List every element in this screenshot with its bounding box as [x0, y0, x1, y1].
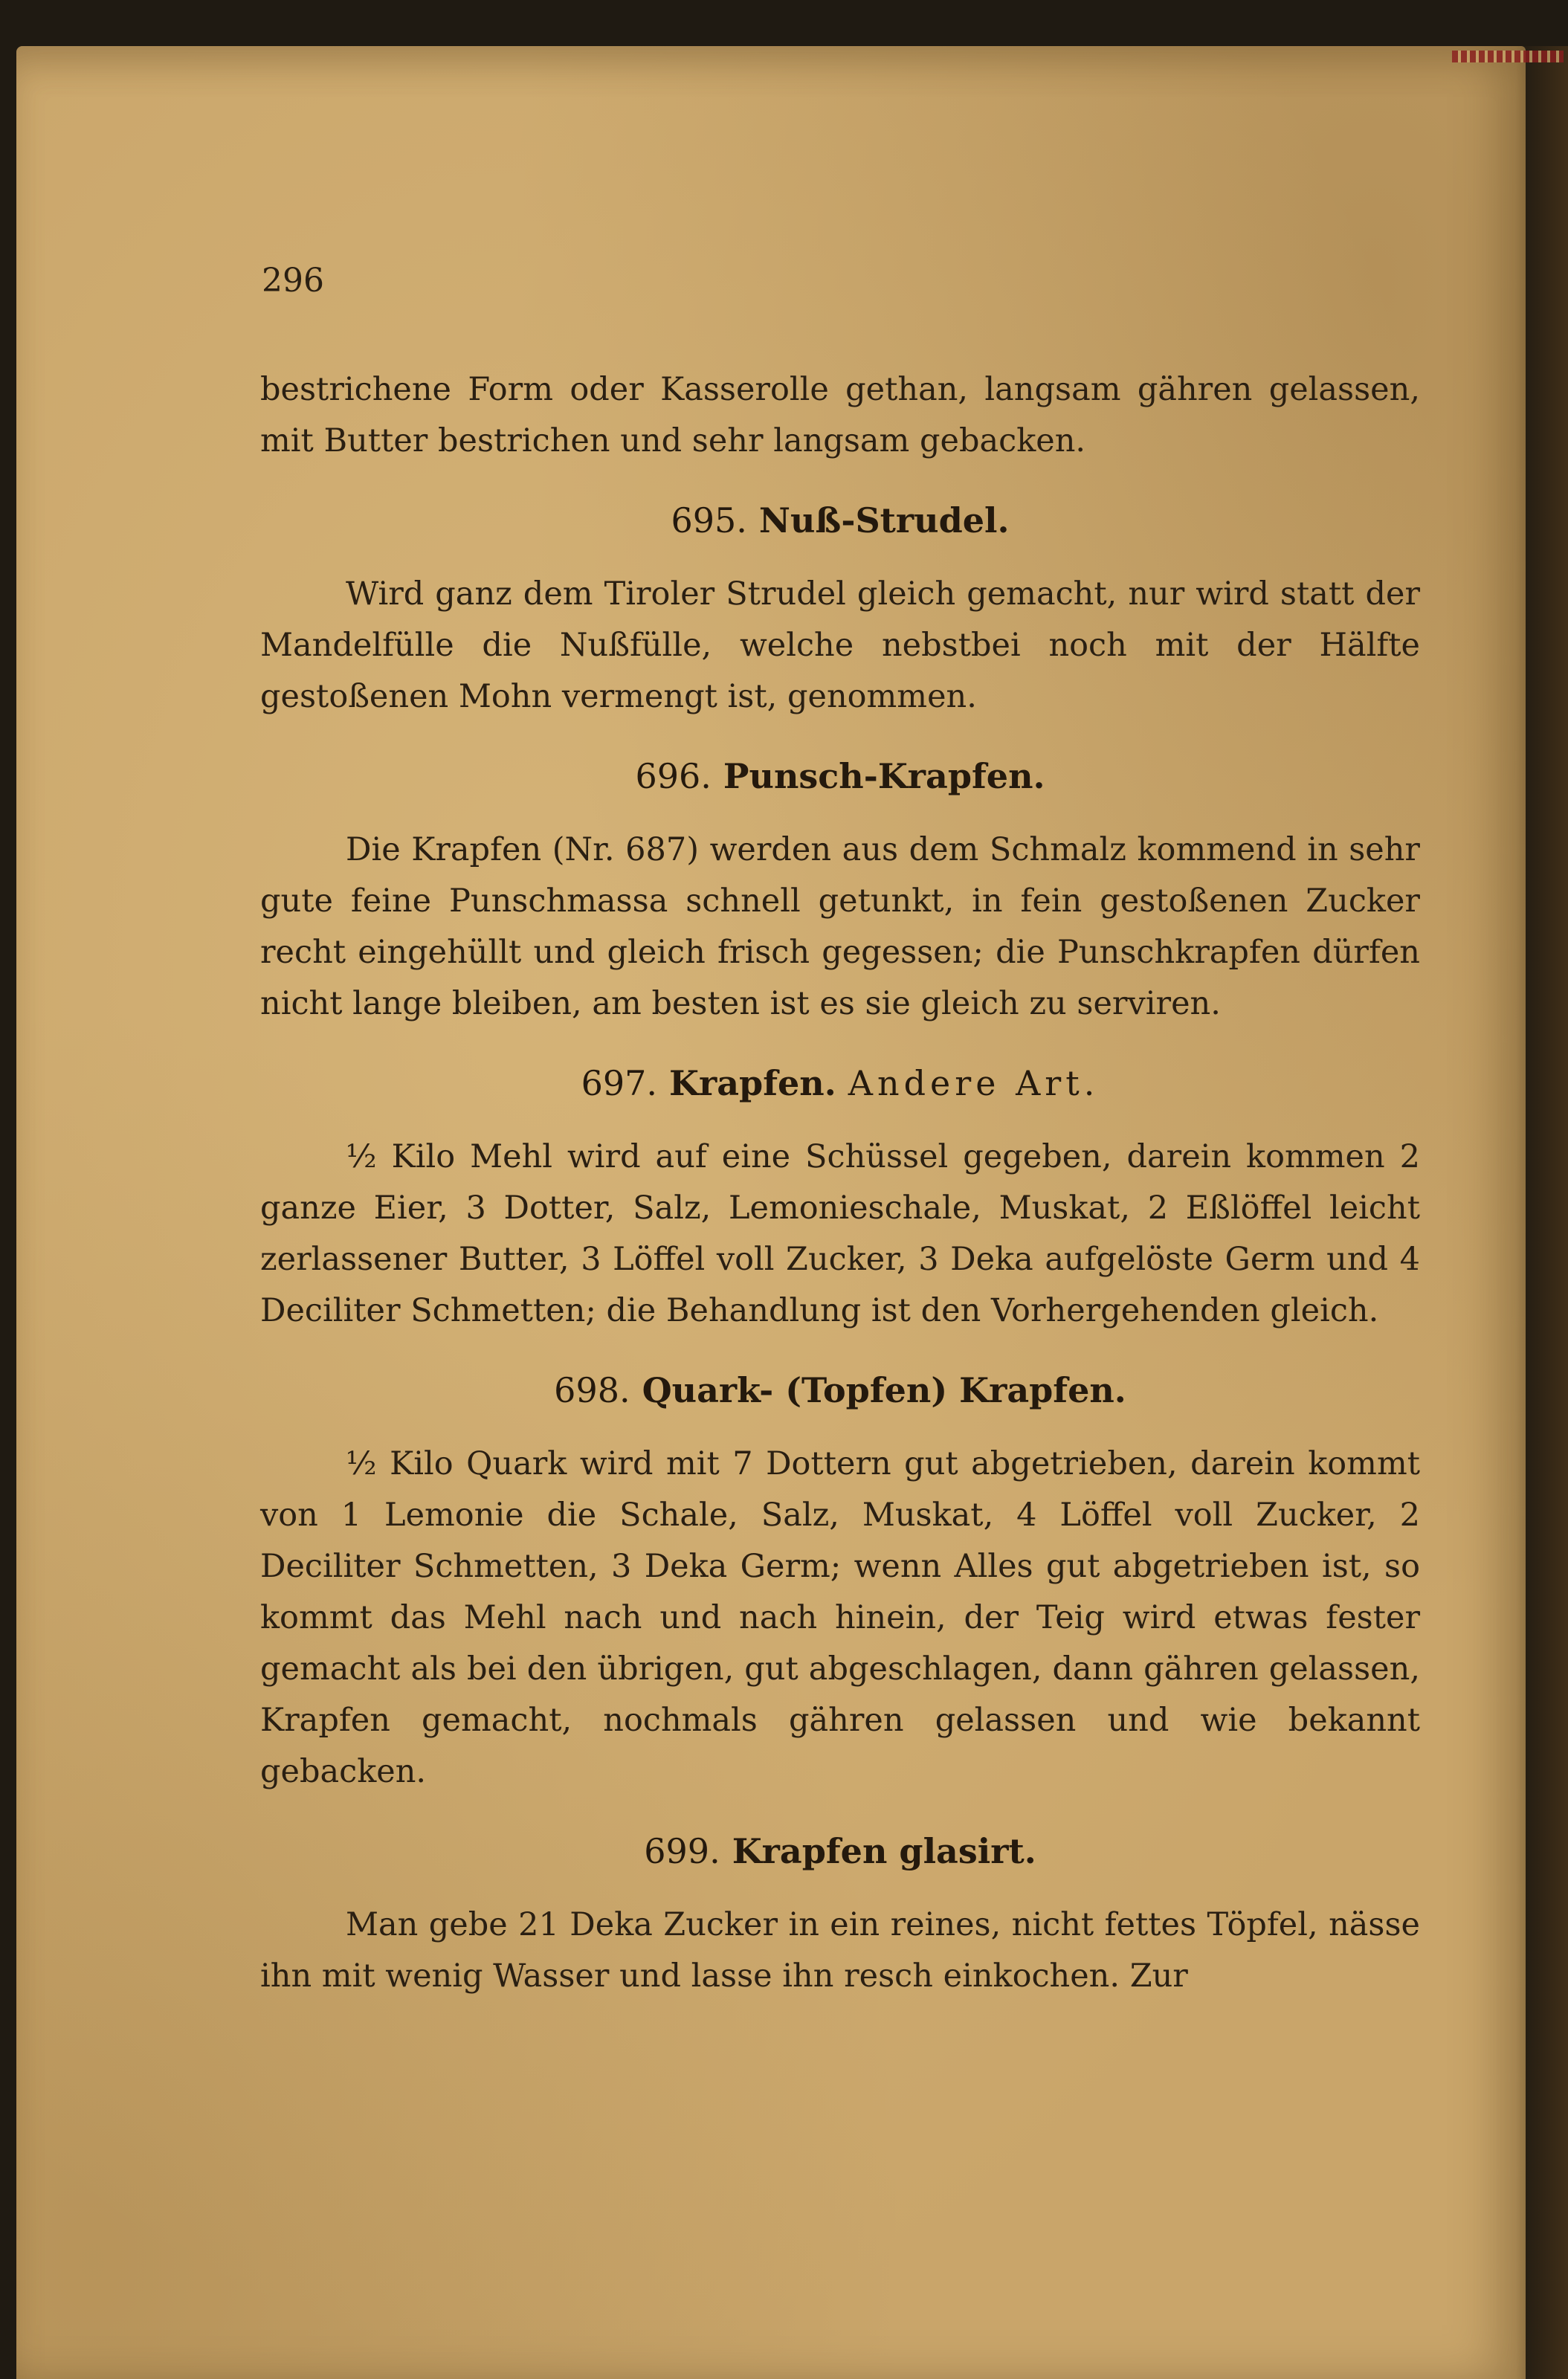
red-edge-marking [1452, 51, 1564, 62]
recipe-695 [260, 495, 1420, 723]
recipe-698 [260, 1365, 1420, 1798]
recipe-text: Die Krapfen (Nr. 687) werden aus dem Schmalz kommend in sehr gute feine Punschmassa schnell getunkt, in fein gestoßenen Zucker recht eingehüllt und gleich frisch gegessen; die Punschkrapfen dürfen nicht lange bleiben, am besten ist es sie gleich zu serviren. [260, 831, 1420, 1022]
recipe-title: Quark- (Topfen) Krapfen. [642, 1370, 1126, 1410]
binding-gutter [1516, 46, 1568, 2379]
recipe-heading [260, 1365, 1420, 1416]
recipe-number: 697. [581, 1063, 657, 1103]
recipe-title: Krapfen glasirt. [732, 1831, 1036, 1871]
recipe-number: 699. [644, 1831, 720, 1871]
recipe-text: ½ Kilo Quark wird mit 7 Dottern gut abgetrieben, darein kommt von 1 Lemonie die Schale, Salz, Muskat, 4 Löffel voll Zucker, 2 Deciliter Schmetten, 3 Deka Germ; wenn Alles gut abgetrieben ist, so kommt das Mehl nach und nach hinein, der Teig wird etwas fester gemacht als bei den übrigen, gut abgeschlagen, dann gähren gelassen, Krapfen gemacht, nochmals gähren gelassen und wie bekannt gebacken. [260, 1445, 1420, 1790]
recipe-697 [260, 1058, 1420, 1337]
recipe-heading [260, 1826, 1420, 1877]
recipe-title: Nuß-Strudel. [758, 500, 1010, 540]
recipe-696 [260, 751, 1420, 1030]
recipe-text: Man gebe 21 Deka Zucker in ein reines, nicht fettes Töpfel, nässe ihn mit wenig Wasser und lasse ihn resch einkochen. Zur [260, 1906, 1420, 1995]
recipe-text: Wird ganz dem Tiroler Strudel gleich gemacht, nur wird statt der Mandelfülle die Nußfülle, welche nebstbei noch mit der Hälfte gestoßenen Mohn vermengt ist, genommen. [260, 575, 1420, 715]
page-body [260, 364, 1420, 2002]
recipe-title: Punsch-Krapfen. [723, 756, 1045, 796]
recipe-699 [260, 1826, 1420, 2002]
recipe-text: ½ Kilo Mehl wird auf eine Schüssel gegeben, darein kommen 2 ganze Eier, 3 Dotter, Salz, Lemonieschale, Muskat, 2 Eßlöffel leicht zerlassener Butter, 3 Löffel voll Zucker, 3 Deka aufgelöste Germ und 4 Deciliter Schmetten; die Behandlung ist den Vorhergehenden gleich. [260, 1138, 1420, 1329]
recipe-number: 695. [671, 500, 747, 540]
recipe-heading [260, 495, 1420, 546]
recipe-heading [260, 1058, 1420, 1109]
recipe-heading [260, 751, 1420, 802]
recipe-number: 698. [554, 1370, 630, 1410]
intro-paragraph: bestrichene Form oder Kasserolle gethan, langsam gähren gelassen, mit Butter bestrichen und sehr langsam gebacken. [260, 371, 1420, 459]
page-number: 296 [262, 262, 324, 300]
recipe-title: Krapfen. [669, 1063, 836, 1103]
recipe-subtitle: Andere Art. [848, 1063, 1100, 1103]
recipe-number: 696. [635, 756, 712, 796]
